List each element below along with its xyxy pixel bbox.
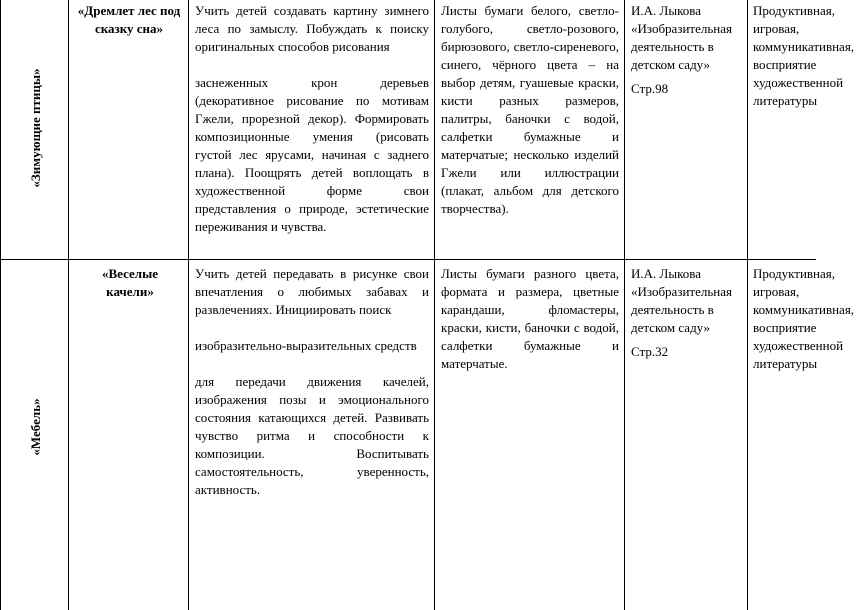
activity-types: Продуктивная, игровая, коммуникативная, восприятие художественной литературы: [753, 266, 855, 371]
lesson-source: [631, 2, 745, 98]
source-book: И.А. Лыкова «Изобразительная деятельность в детском саду»: [631, 266, 732, 335]
lesson-source: [631, 265, 745, 361]
lesson-goals: [195, 2, 429, 236]
source-book: И.А. Лыкова «Изобразительная деятельность в детском саду»: [631, 3, 732, 72]
table-column-divider: [188, 0, 189, 610]
source-page: Стр.98: [631, 81, 669, 96]
goal-paragraph: изобразительно-выразительных средств: [195, 338, 417, 353]
lesson-materials: Листы бумаги белого, светло-голубого, светло-розового, бирюзового, светло-сиреневого, синего, чёрного цвета – на выбор детям, гуашевые краски, кисти разных размеров, палитры, баночки с водой, салфетки бумажные и матерчатые; несколько изделий Гжели или иллюстрации (плакат, альбом для детского творчества).: [441, 3, 619, 216]
activity-types: Продуктивная, игровая, коммуникативная, восприятие художественной литературы: [753, 3, 855, 108]
lesson-title: «Веселые качели»: [101, 266, 158, 299]
table-border-left: [0, 0, 1, 610]
theme-cell: «Мебель»: [28, 398, 43, 456]
goal-paragraph: Учить детей передавать в рисунке свои впечатления о любимых забавах и развлечениях. Инициировать поиск: [195, 266, 429, 317]
table-column-divider: [747, 0, 748, 610]
goal-paragraph: Учить детей создавать картину зимнего леса по замыслу. Побуждать к поиску оригинальных способов рисования: [195, 3, 429, 54]
table-row-divider: [0, 259, 816, 260]
lesson-title: «Дремлет лес под сказку сна»: [77, 3, 181, 36]
goal-paragraph: заснеженных крон деревьев (декоративное рисование по мотивам Гжели, прорезной декор). Формировать композиционные умения (рисовать густой лес ярусами, начиная с заднего плана). Поощрять детей воплощать в художественной форме свои представления о природе, эстетические переживания и чувства.: [195, 75, 429, 234]
goal-paragraph: для передачи движения качелей, изображения позы и эмоционального состояния катающихся детей. Развивать чувство ритма и способности к композиции. Воспитывать самостоятельность, уверенность, активность.: [195, 374, 429, 497]
theme-cell: «Зимующие птицы»: [28, 68, 43, 188]
lesson-materials: Листы бумаги разного цвета, формата и размера, цветные карандаши, фломастеры, краски, кисти, баночки с водой, салфетки бумажные и матерчатые.: [441, 266, 619, 371]
source-page: Стр.32: [631, 344, 669, 359]
lesson-goals: [195, 265, 429, 499]
table-column-divider: [434, 0, 435, 610]
table-column-divider: [68, 0, 69, 610]
table-column-divider: [624, 0, 625, 610]
